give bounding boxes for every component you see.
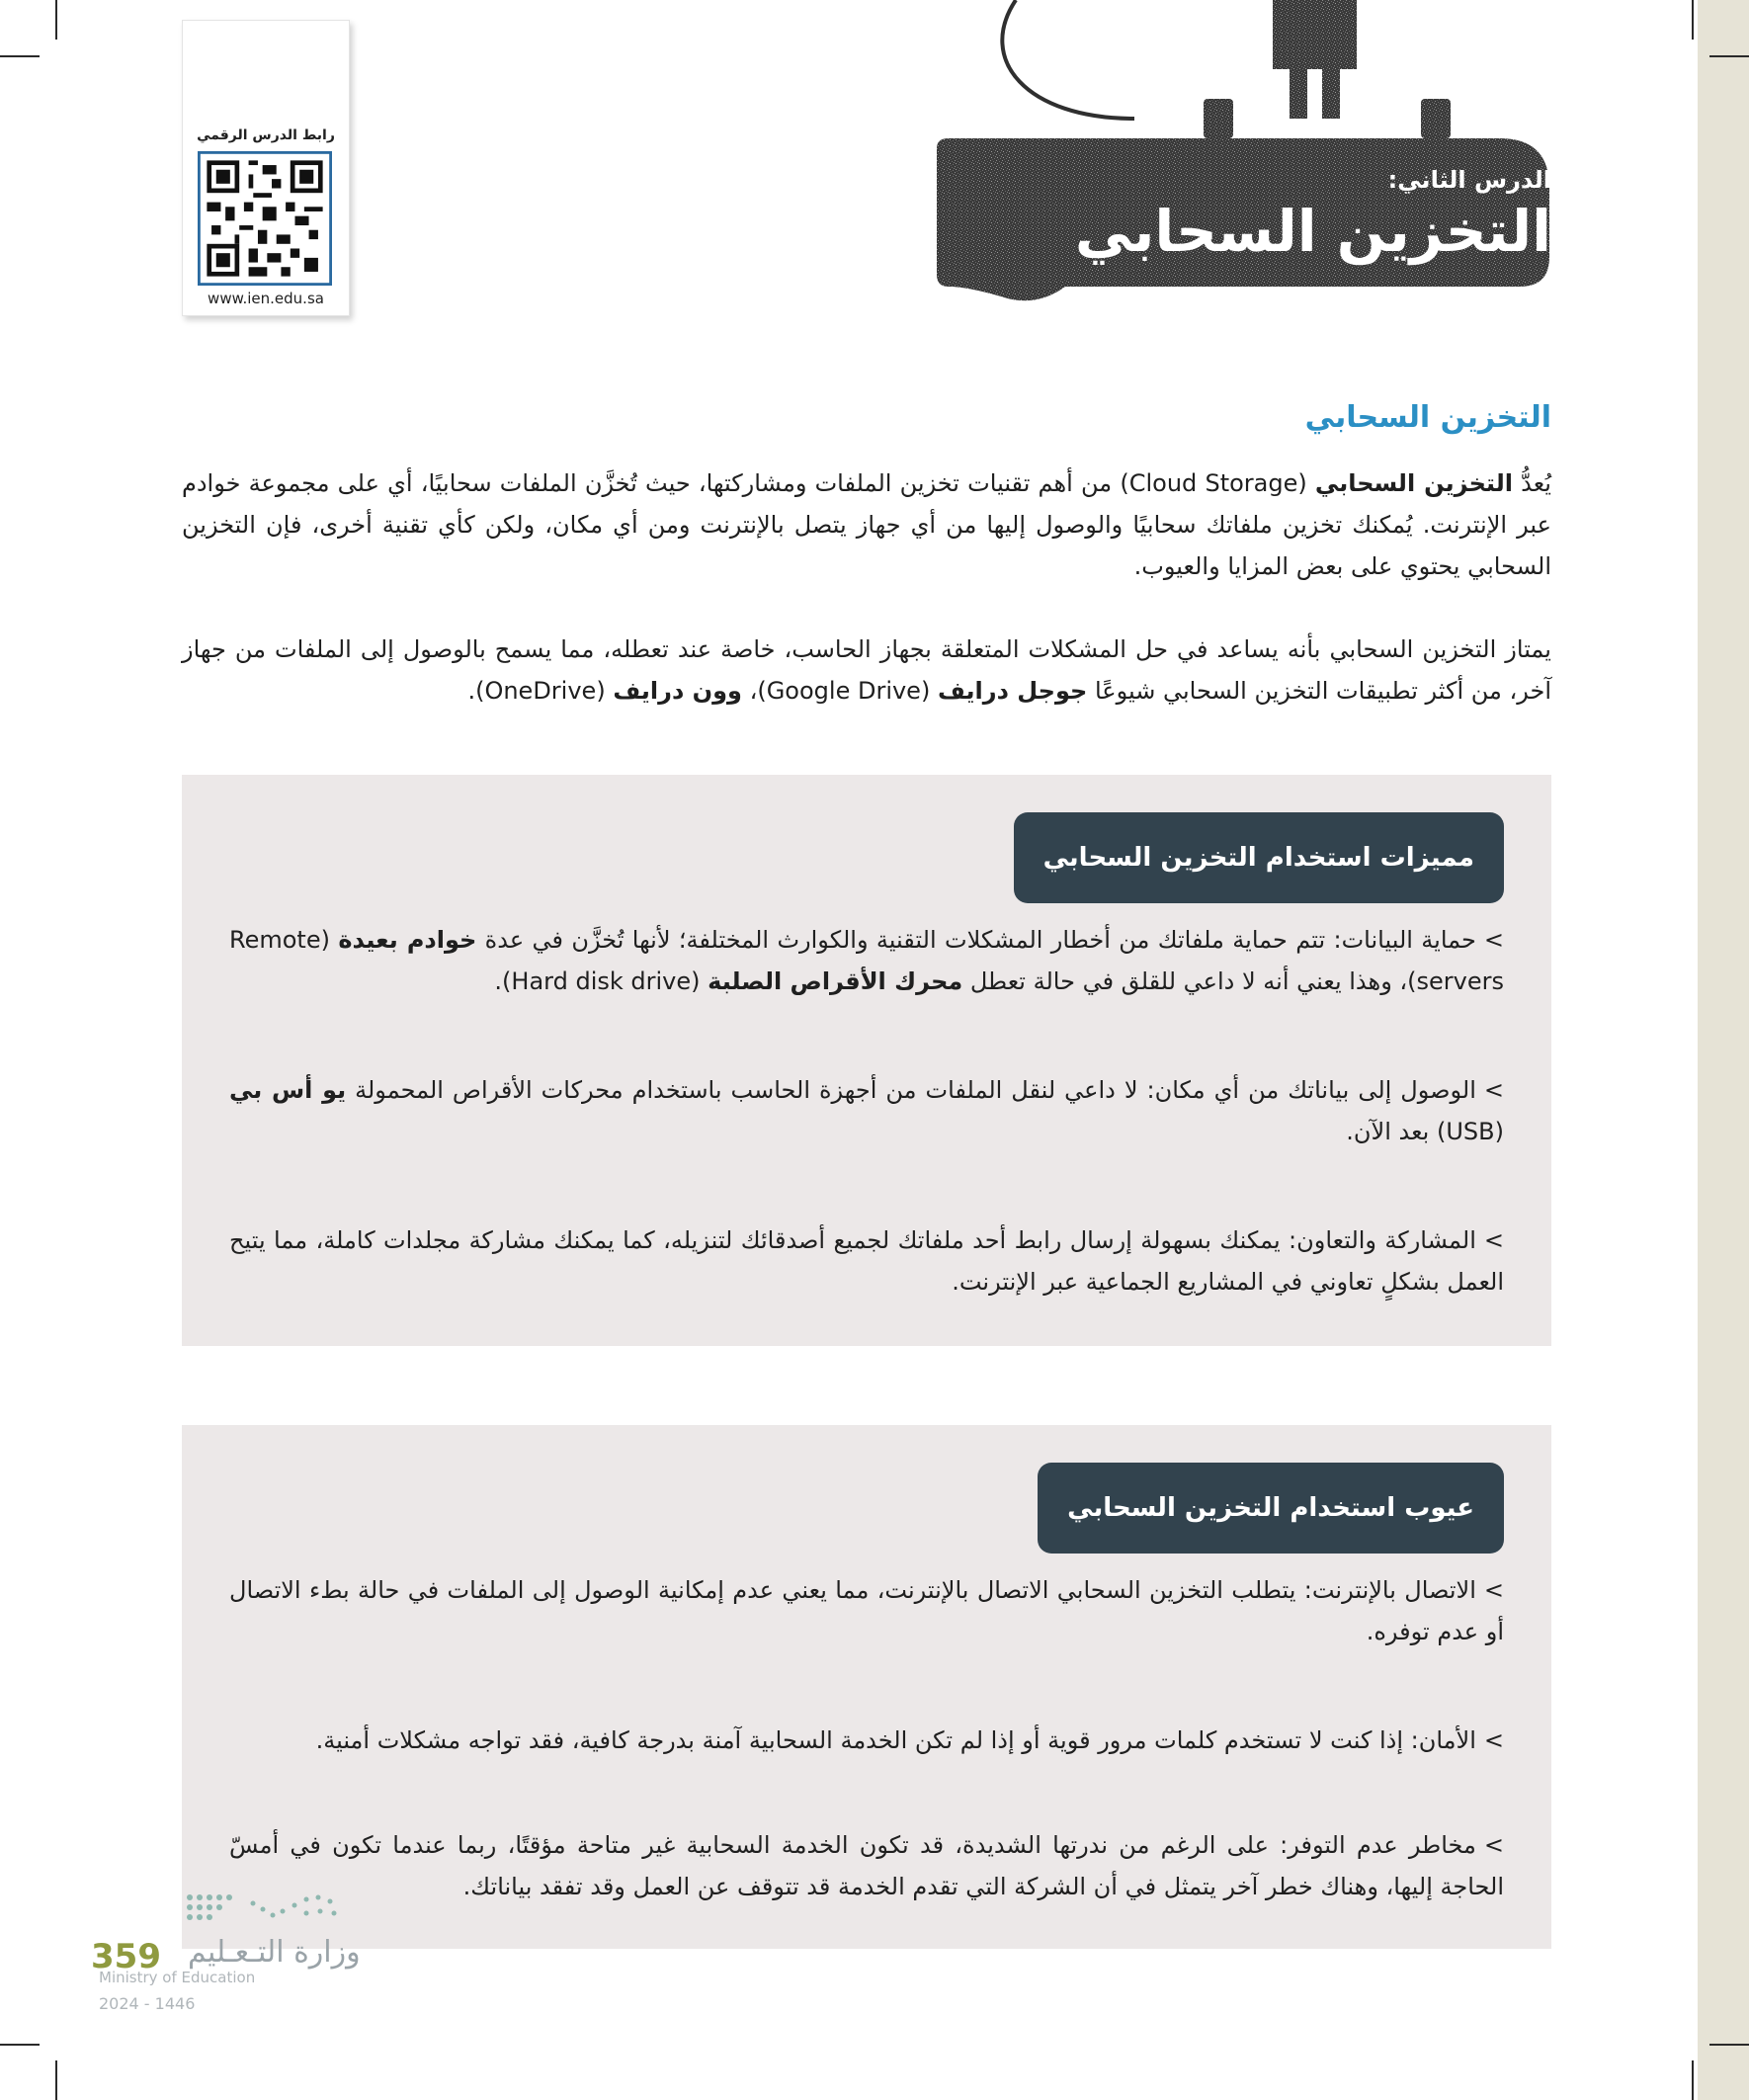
p1-term: التخزين السحابي: [1314, 469, 1513, 497]
bullet-icon: >: [1483, 1076, 1505, 1104]
advantage-item: [229, 1069, 1504, 1152]
disadvantages-box: [182, 1425, 1551, 1949]
intro-paragraph: [182, 462, 1551, 587]
bullet-icon: >: [1483, 1831, 1504, 1859]
section-heading: التخزين السحابي: [1304, 400, 1551, 435]
advantages-heading: مميزات استخدام التخزين السحابي: [1014, 812, 1504, 903]
advantage-item: [229, 919, 1504, 1002]
disadvantage-item: [229, 1569, 1504, 1652]
crop-mark: [0, 2044, 40, 2046]
item-text: الوصول إلى بياناتك من أي مكان: لا داعي لنقل الملفات من أجهزة الحاسب باستخدام محركات الأقراص المحمولة: [346, 1076, 1476, 1104]
crop-mark: [1692, 2060, 1694, 2100]
crop-mark: [55, 2060, 57, 2100]
crop-mark: [1709, 55, 1749, 57]
ministry-logo-icon: [184, 1890, 352, 1933]
item-text: المشاركة والتعاون: يمكنك بسهولة إرسال رابط أحد ملفاتك لجميع أصدقائك لتنزيله، كما يمكنك مشاركة مجلدات كاملة، مما يتيح العمل بشكلٍ تعاوني في المشاريع الجماعية عبر الإنترنت.: [229, 1226, 1504, 1296]
ministry-name-en: Ministry of Education: [99, 1969, 256, 1986]
apps-paragraph: [182, 629, 1551, 712]
p2-text: (OneDrive).: [467, 677, 614, 705]
item-text: (Hard disk drive).: [494, 967, 708, 995]
item-term: محرك الأقراص الصلبة: [708, 967, 963, 995]
item-text: (USB) بعد الآن.: [1346, 1118, 1504, 1145]
bullet-icon: >: [1483, 1726, 1504, 1754]
item-term: خوادم بعيدة: [338, 926, 477, 954]
item-text: الأمان: إذا كنت لا تستخدم كلمات مرور قوية أو إذا لم تكن الخدمة السحابية آمنة بدرجة كافية، فقد تواجه مشكلات أمنية.: [315, 1726, 1476, 1754]
advantage-item: [229, 1219, 1504, 1302]
crop-mark: [0, 55, 40, 57]
item-text: مخاطر عدم التوفر: على الرغم من ندرتها الشديدة، قد تكون الخدمة السحابية غير متاحة مؤقتًا، ربما عندما تكون في أمسّ الحاجة إليها، وهناك خطر آخر يتمثل في أن الشركة التي تقدم الخدمة قد تتوقف عن العمل وقد تفقد بياناتك.: [229, 1831, 1504, 1900]
qr-code-icon[interactable]: [198, 151, 332, 286]
item-text: حماية البيانات: تتم حماية ملفاتك من أخطار المشكلات التقنية والكوارث المختلفة؛ لأنها تُخزَّن في عدة: [476, 926, 1476, 954]
bullet-icon: >: [1483, 1226, 1504, 1254]
disadvantages-heading: عيوب استخدام التخزين السحابي: [1038, 1463, 1504, 1554]
p2-text: (Google Drive)،: [741, 677, 938, 705]
page-edge-strip: [1698, 0, 1749, 2100]
item-term: يو أس بي: [229, 1076, 347, 1104]
p2-text: يمتاز التخزين السحابي بأنه يساعد في حل المشكلات المتعلقة بجهاز الحاسب، خاصة عند تعطله، مما يسمح بالوصول إلى الملفات من جهاز آخر، من أكثر تطبيقات التخزين السحابي شيوعًا: [182, 635, 1551, 705]
item-text: (Remote servers)، وهذا يعني أنه لا داعي للقلق في حالة تعطل: [229, 926, 1504, 995]
lesson-label: الدرس الثاني:: [1387, 166, 1551, 194]
p2-term: وون درايف: [613, 677, 742, 705]
qr-label: رابط الدرس الرقمي: [197, 127, 335, 143]
p1-text: يُعدُّ: [1512, 469, 1551, 497]
crop-mark: [55, 0, 57, 40]
item-text: الاتصال بالإنترنت: يتطلب التخزين السحابي الاتصال بالإنترنت، مما يعني عدم إمكانية الوصول إلى الملفات في حالة بطء الاتصال أو عدم توفره.: [229, 1576, 1504, 1645]
ministry-name-ar: وزارة التـعـليم: [188, 1935, 361, 1970]
p2-term: جوجل درايف: [937, 677, 1088, 705]
disadvantage-item: [229, 1824, 1504, 1907]
bullet-icon: >: [1483, 1576, 1504, 1604]
advantages-box: [182, 775, 1551, 1346]
usb-drive-illustration: [907, 0, 1555, 316]
edition-year: 2024 - 1446: [99, 1994, 196, 2013]
lesson-title: التخزين السحابي: [1074, 198, 1551, 265]
digital-lesson-card[interactable]: [182, 20, 350, 316]
p1-text: (Cloud Storage) من أهم تقنيات تخزين الملفات ومشاركتها، حيث تُخزَّن الملفات سحابيًا، أي على مجموعة خوادم عبر الإنترنت. يُمكنك تخزين ملفاتك سحابيًا والوصول إليها من أي جهاز يتصل بالإنترنت ومن أي مكان، ولكن كأي تقنية أخرى، فإن التخزين السحابي يحتوي على بعض المزايا والعيوب.: [182, 469, 1551, 580]
page-number: 359: [91, 1937, 161, 1976]
crop-mark: [1692, 0, 1694, 40]
qr-url[interactable]: www.ien.edu.sa: [208, 290, 324, 307]
bullet-icon: >: [1483, 926, 1504, 954]
disadvantage-item: [229, 1720, 1504, 1761]
crop-mark: [1709, 2044, 1749, 2046]
